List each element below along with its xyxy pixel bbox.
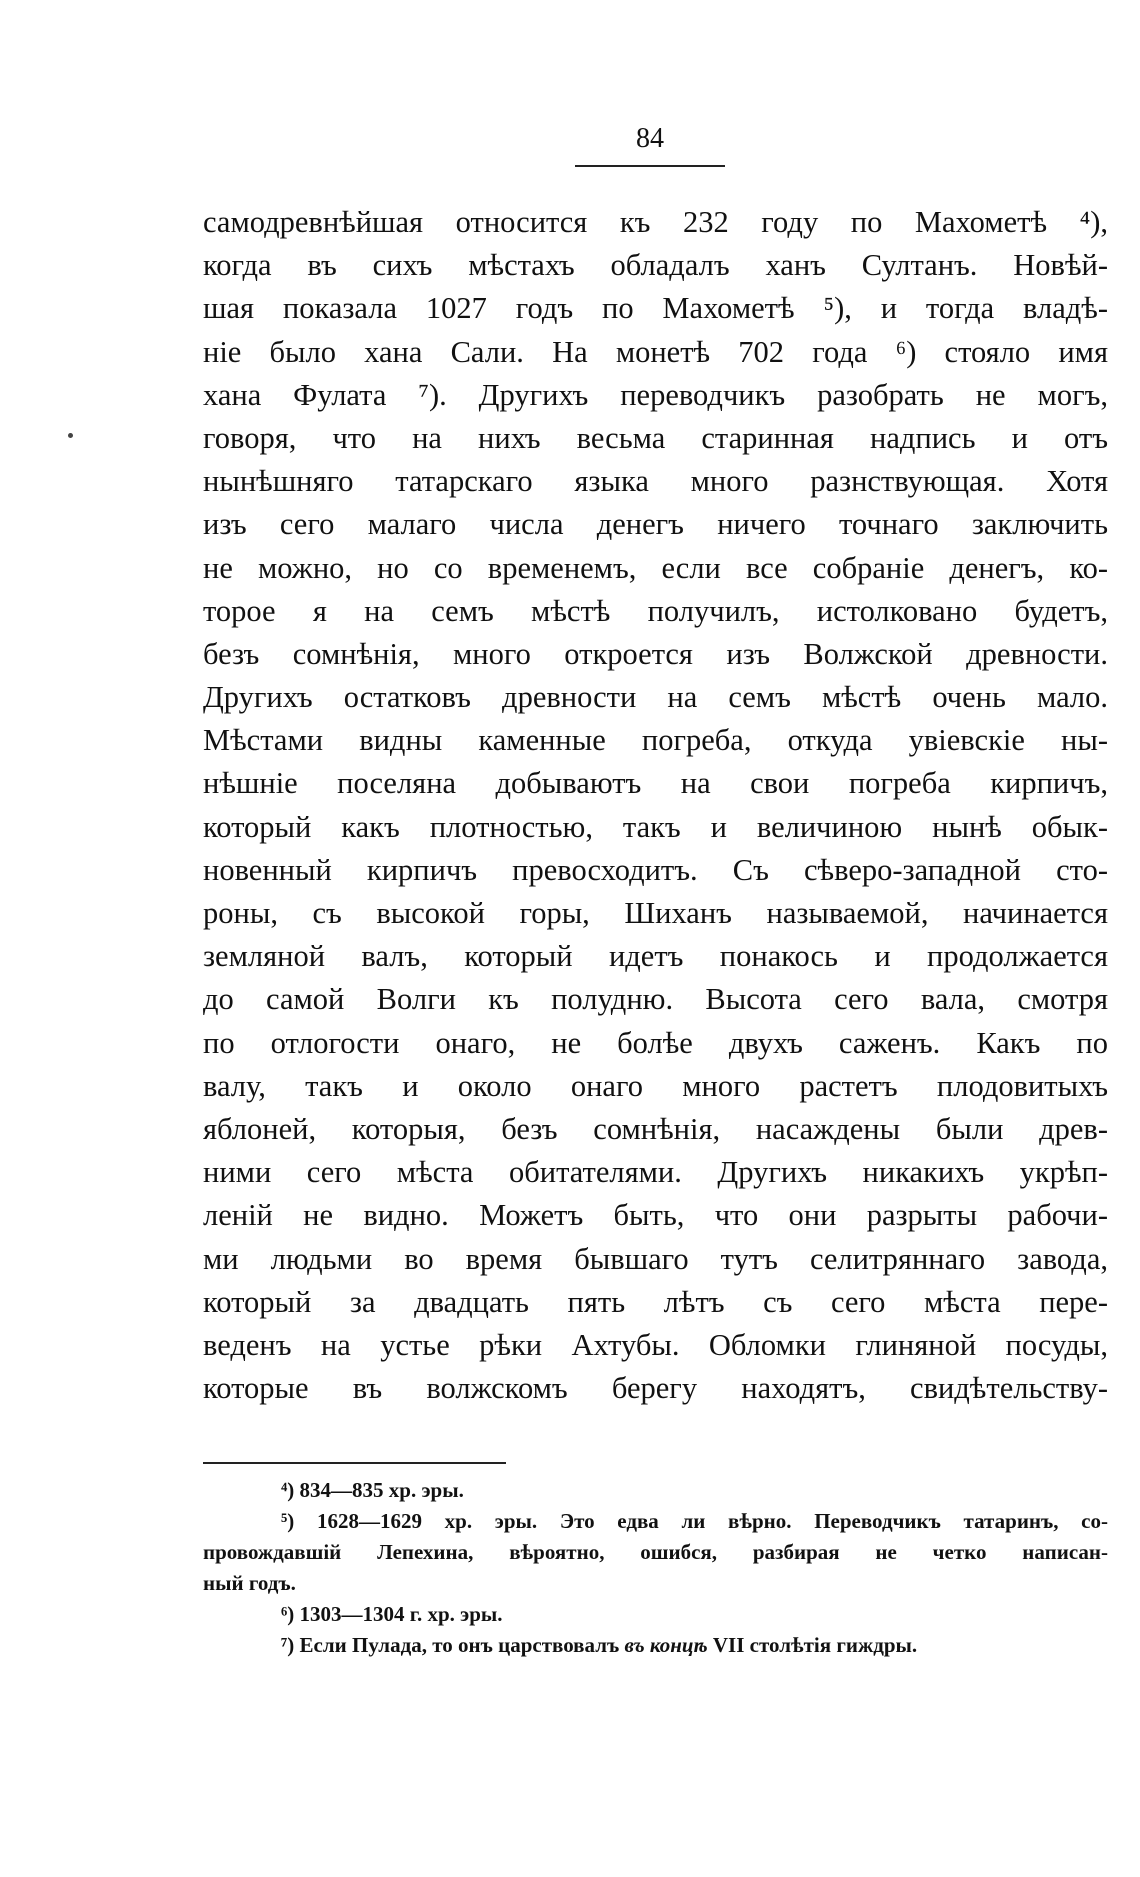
body-line: новенный кирпичъ превосходитъ. Съ сѣверо-западной сто-	[203, 852, 1108, 887]
body-line: нѣшніе поселяна добываютъ на свои погреба кирпичъ,	[203, 766, 1108, 801]
body-line: самодревнѣйшая относится къ 232 году по Махометѣ ⁴),	[203, 205, 1108, 239]
body-line: по отлогости онаго, не болѣе двухъ саженъ. Какъ по	[203, 1025, 1108, 1060]
body-line: леній не видно. Можетъ быть, что они разрыты рабочи-	[203, 1198, 1108, 1233]
body-line: изъ сего малаго числа денегъ ничего точнаго заключить	[203, 507, 1108, 542]
body-line: который за двадцать пять лѣтъ съ сего мѣста пере-	[203, 1284, 1108, 1319]
body-line: Мѣстами видны каменные погреба, откуда увіевскіе ны-	[203, 723, 1108, 758]
footnote-5-end: ный годъ.	[203, 1571, 296, 1595]
footnote-5: ⁵) 1628—1629 хр. эры. Это едва ли вѣрно. Переводчикъ татаринъ, со-	[281, 1509, 1108, 1533]
body-line: яблоней, которыя, безъ сомнѣнія, насаждены были древ-	[203, 1111, 1108, 1146]
footnote-5-continued: провождавшій Лепехина, вѣроятно, ошибся, разбирая не четко написан-	[203, 1540, 1108, 1564]
margin-mark	[68, 433, 73, 438]
footnote-7-italic: въ концѣ	[624, 1633, 708, 1657]
body-line: роны, съ высокой горы, Шиханъ называемой, начинается	[203, 896, 1108, 930]
body-line: шая показала 1027 годъ по Махометѣ ⁵), и тогда владѣ-	[203, 291, 1108, 326]
page-number-rule	[575, 165, 725, 167]
body-line: хана Фулата ⁷). Другихъ переводчикъ разобрать не могъ,	[203, 377, 1108, 412]
body-line: веденъ на устье рѣки Ахтубы. Обломки глиняной посуды,	[203, 1327, 1108, 1362]
body-line: говоря, что на нихъ весьма старинная надпись и отъ	[203, 420, 1108, 455]
body-line: ніе было хана Сали. На монетѣ 702 года ⁶) стояло имя	[203, 334, 1108, 369]
footnote-4: ⁴) 834—835 хр. эры.	[281, 1478, 464, 1502]
body-line: Другихъ остатковъ древности на семъ мѣстѣ очень мало.	[203, 680, 1108, 715]
body-text	[203, 201, 1108, 1410]
body-line: валу, такъ и около онаго много растетъ плодовитыхъ	[203, 1068, 1108, 1103]
footnotes	[203, 1475, 1108, 1661]
body-line: ми людьми во время бывшаго тутъ селитряннаго завода,	[203, 1241, 1108, 1276]
body-line: когда въ сихъ мѣстахъ обладалъ ханъ Султанъ. Новѣй-	[203, 248, 1108, 283]
footnote-7-suffix: VII столѣтія гиждры.	[707, 1633, 918, 1657]
body-line: земляной валъ, который идетъ понакось и продолжается	[203, 939, 1108, 974]
body-line: которые въ волжскомъ берегу находятъ, свидѣтельству-	[203, 1371, 1108, 1406]
body-line: до самой Волги къ полудню. Высота сего вала, смотря	[203, 982, 1108, 1017]
footnote-6: ⁶) 1303—1304 г. хр. эры.	[281, 1602, 503, 1626]
body-line: не можно, но со временемъ, если все собраніе денегъ, ко-	[203, 550, 1108, 585]
body-line: который какъ плотностью, такъ и величиною нынѣ обык-	[203, 809, 1108, 844]
footnote-7	[203, 1630, 1108, 1661]
body-line: ними сего мѣста обитателями. Другихъ никакихъ укрѣп-	[203, 1155, 1108, 1190]
footnote-7-prefix: ⁷) Если Пулада, то онъ царствовалъ	[281, 1633, 625, 1657]
footnote-rule	[203, 1462, 506, 1464]
body-line: безъ сомнѣнія, много откроется изъ Волжской древности.	[203, 636, 1108, 671]
page-number: 84	[636, 123, 664, 154]
body-line: торое я на семъ мѣстѣ получилъ, истолковано будетъ,	[203, 593, 1108, 628]
body-line: нынѣшняго татарскаго языка много разнствующая. Хотя	[203, 464, 1108, 499]
